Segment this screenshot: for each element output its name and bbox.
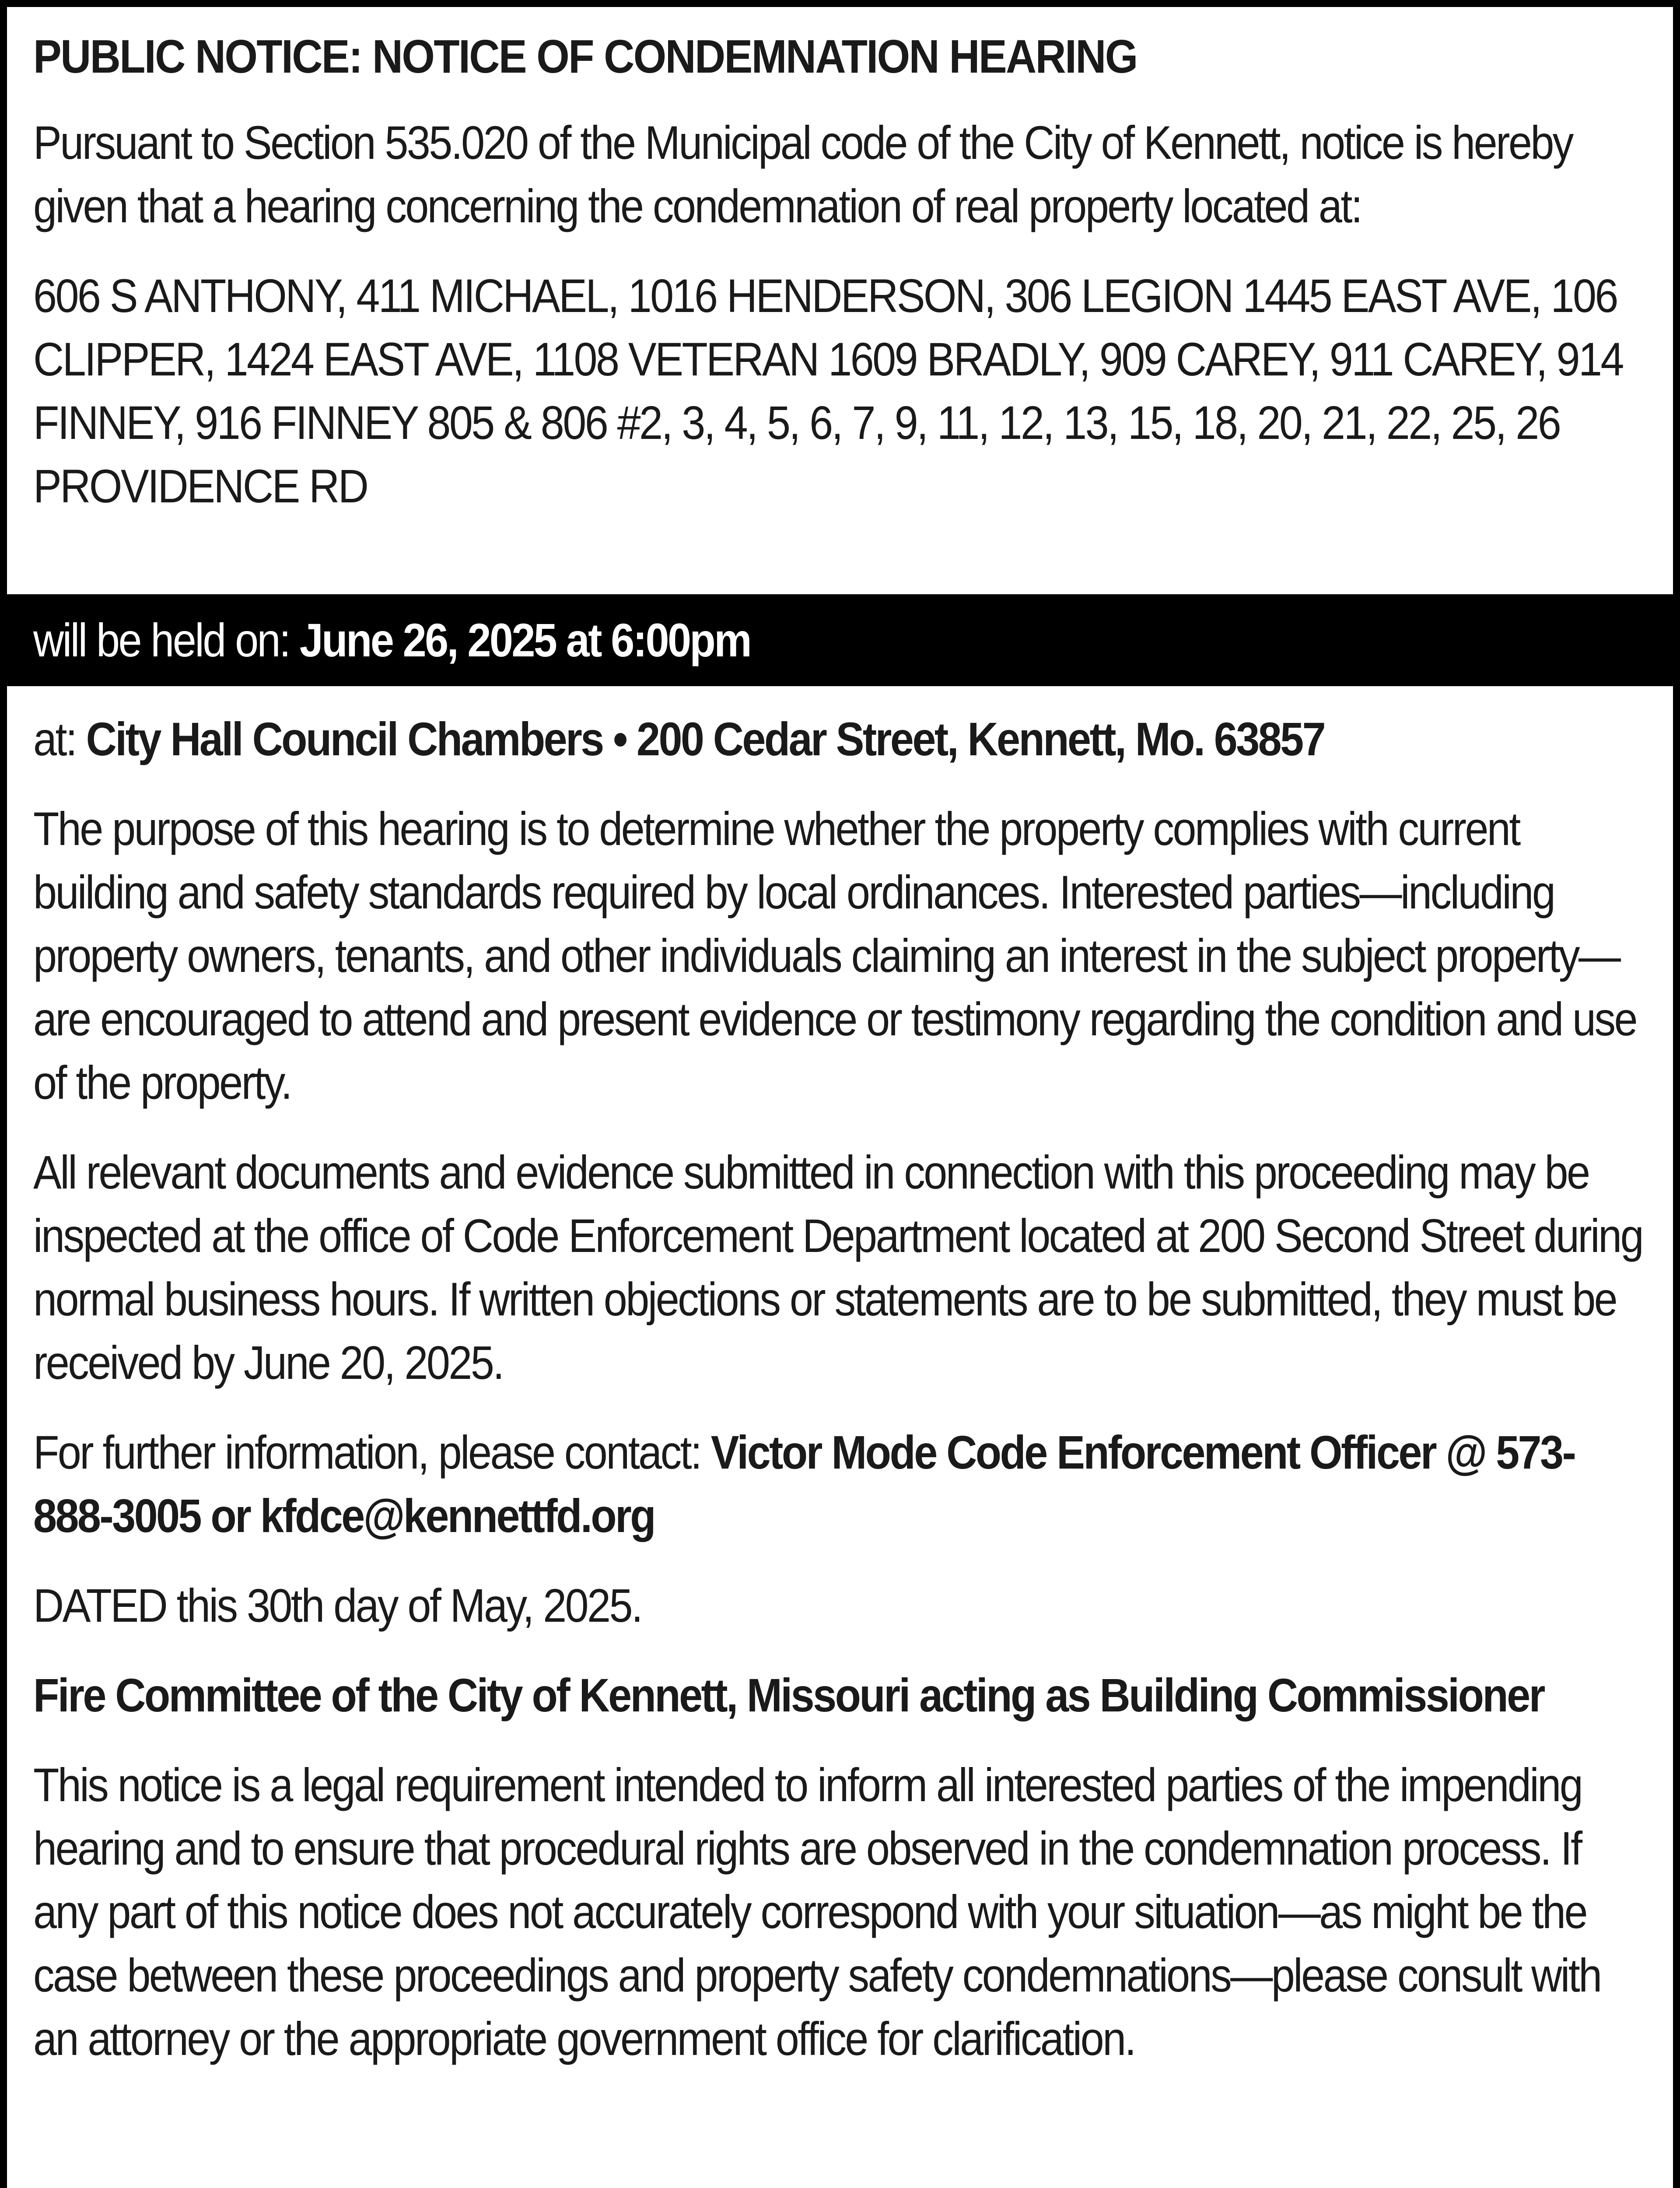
legal-disclaimer: This notice is a legal requirement intended to inform all interested parties of the impending hearing and to ensure that procedural rights are observed in the condemnation process. If any part of this notice does not accurately correspond with your situation—as might be the case between these proceedings and property safety condemnations—please consult with an attorney or the appropriate government office for clarification. [33, 1758, 1601, 2065]
location-section [7, 707, 1673, 771]
contact-details: Victor Mode Code Enforcement Officer @ 573-888-3005 or kfdce@kennettfd.org [33, 1426, 1575, 1542]
hearing-date-banner [7, 594, 1673, 686]
intro-section [7, 111, 1673, 238]
hearing-date-line [33, 607, 1485, 673]
documents-paragraph: All relevant documents and evidence submitted in connection with this proceeding may be inspected at the office of Code Enforcement Department located at 200 Second Street during normal business hours. If written objections or statements are to be submitted, they must be received by June 20, 2025. [33, 1146, 1643, 1389]
address-section [7, 264, 1673, 518]
notice-header [7, 7, 1673, 88]
held-on-label: will be held on: [33, 614, 300, 666]
hearing-date: June 26, 2025 at 6:00pm [299, 614, 751, 666]
intro-paragraph: Pursuant to Section 535.020 of the Municipal code of the City of Kennett, notice is hereby given that a hearing concerning the condemnation of real property located at: [33, 116, 1572, 232]
legal-section [7, 1753, 1673, 2070]
location-label: at: [33, 712, 86, 765]
committee-section [7, 1663, 1673, 1727]
dated-section [7, 1574, 1673, 1637]
contact-line [33, 1420, 1645, 1547]
property-addresses: 606 S ANTHONY, 411 MICHAEL, 1016 HENDERSON, 306 LEGION 1445 EAST AVE, 106 CLIPPER, 1424 EAST AVE, 1108 VETERAN 1609 BRADLY, 909 CAREY, 911 CAREY, 914 FINNEY, 916 FINNEY 805 & 806 #2, 3, 4, 5, 6, 7, 9, 11, 12, 13, 15, 18, 20, 21, 22, 25, 26 PROVIDENCE RD [33, 269, 1623, 512]
dated-line: DATED this 30th day of May, 2025. [33, 1579, 642, 1632]
committee-signature: Fire Committee of the City of Kennett, Missouri acting as Building Commissioner [33, 1669, 1544, 1722]
purpose-paragraph: The purpose of this hearing is to determine whether the property complies with current building and safety standards required by local ordinances. Interested parties—including property owners, tenants, and other individuals claiming an interest in the subject property—are encouraged to attend and present evidence or testimony regarding the condition and use of the property. [33, 802, 1636, 1109]
notice-title: PUBLIC NOTICE: NOTICE OF CONDEMNATION HEARING [33, 30, 1137, 83]
contact-label: For further information, please contact: [33, 1426, 711, 1479]
hearing-location: City Hall Council Chambers • 200 Cedar Street, Kennett, Mo. 63857 [86, 712, 1325, 765]
contact-section [7, 1420, 1673, 1547]
location-line [33, 707, 1645, 771]
documents-section [7, 1140, 1673, 1394]
notice-body [7, 686, 1673, 2070]
purpose-section [7, 797, 1673, 1114]
